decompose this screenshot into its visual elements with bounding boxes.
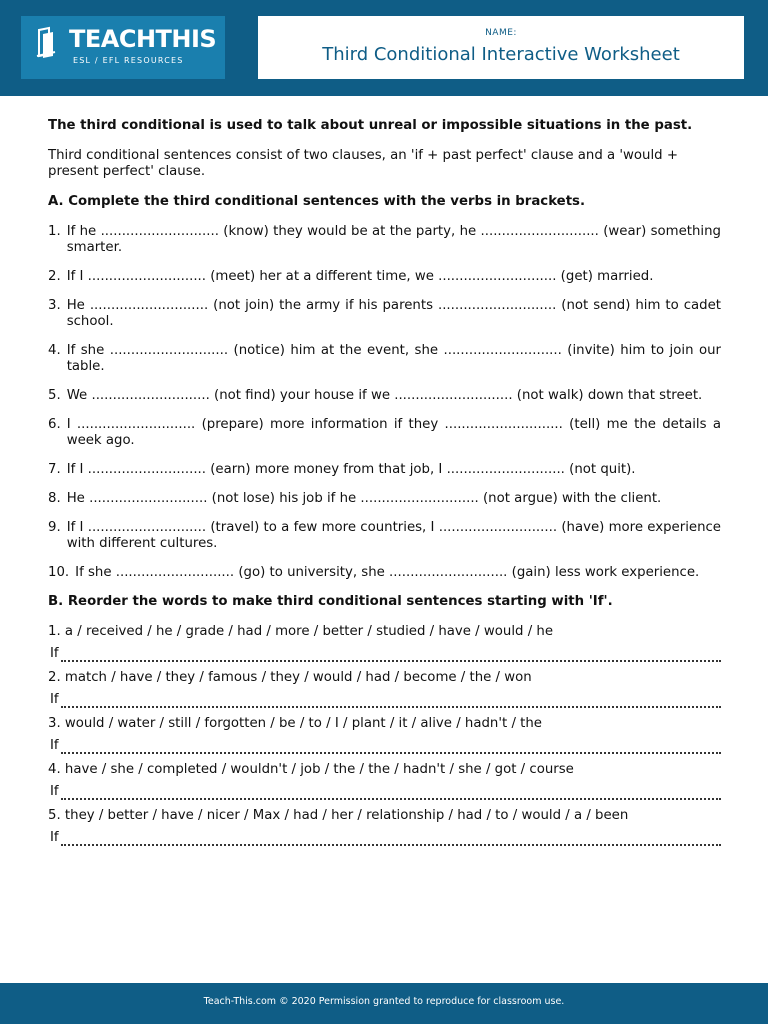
answer-line[interactable] xyxy=(48,692,721,708)
list-item xyxy=(48,269,721,285)
footer-text: Teach-This.com © 2020 Permission granted to reproduce for classroom use. xyxy=(203,996,565,1007)
list-item xyxy=(48,224,721,256)
list-item xyxy=(48,417,721,449)
item-number: 3. xyxy=(48,298,61,313)
item-number: 9. xyxy=(48,520,61,535)
item-text[interactable]: If I ............................ (travel) to a few more countries, I ............................ (have) more experience with different cultures. xyxy=(66,520,721,551)
list-item xyxy=(48,670,721,708)
list-item xyxy=(48,298,721,330)
section-a-heading: A. Complete the third conditional sentences with the verbs in brackets. xyxy=(48,194,586,209)
item-text[interactable]: If she ............................ (go) to university, she ............................ (gain) less work experience. xyxy=(75,565,700,580)
item-text[interactable]: If he ............................ (know) they would be at the party, he ............................ (wear) something smarter. xyxy=(66,224,721,255)
section-b-list xyxy=(48,624,721,846)
answer-prefix: If xyxy=(50,738,59,753)
list-item xyxy=(48,808,721,846)
list-item xyxy=(48,624,721,662)
scrambled-words xyxy=(48,808,721,824)
book-icon xyxy=(35,26,67,60)
scrambled-words xyxy=(48,670,721,686)
intro-text: Third conditional sentences consist of two clauses, an 'if + past perfect' clause and a 'would + present perfect' clause. xyxy=(48,148,678,179)
name-label: NAME: xyxy=(485,28,517,38)
item-number: 3. xyxy=(48,716,61,731)
item-words: have / she / completed / wouldn't / job / the / the / hadn't / she / got / course xyxy=(64,762,574,777)
section-b-heading: B. Reorder the words to make third conditional sentences starting with 'If'. xyxy=(48,594,613,609)
answer-field[interactable] xyxy=(61,650,721,662)
logo-subtitle: ESL / EFL RESOURCES xyxy=(73,56,184,65)
answer-line[interactable] xyxy=(48,784,721,800)
list-item xyxy=(48,565,721,581)
list-item xyxy=(48,716,721,754)
item-number: 1. xyxy=(48,224,61,239)
item-words: they / better / have / nicer / Max / had / her / relationship / had / to / would / a / been xyxy=(64,808,629,823)
item-words: match / have / they / famous / they / would / had / become / the / won xyxy=(64,670,532,685)
item-text[interactable]: If she ............................ (notice) him at the event, she ............................ (invite) him to join our table. xyxy=(66,343,721,374)
item-text[interactable]: If I ............................ (meet) her at a different time, we ............................ (get) married. xyxy=(66,269,654,284)
item-number: 5. xyxy=(48,388,61,403)
answer-field[interactable] xyxy=(61,696,721,708)
item-text[interactable]: We ............................ (not find) your house if we ............................ (not walk) down that street. xyxy=(66,388,703,403)
worksheet-content xyxy=(48,118,721,854)
item-number: 7. xyxy=(48,462,61,477)
logo-title: TEACHTHIS xyxy=(69,25,217,53)
list-item xyxy=(48,491,721,507)
item-number: 10. xyxy=(48,565,70,580)
section-a-list xyxy=(48,224,721,581)
header-bar xyxy=(0,0,768,96)
answer-line[interactable] xyxy=(48,830,721,846)
answer-prefix: If xyxy=(50,692,59,707)
answer-prefix: If xyxy=(50,646,59,661)
answer-field[interactable] xyxy=(61,788,721,800)
intro-bold: The third conditional is used to talk about unreal or impossible situations in the past. xyxy=(48,118,693,133)
worksheet-title: Third Conditional Interactive Worksheet xyxy=(322,44,680,65)
item-words: would / water / still / forgotten / be / to / I / plant / it / alive / hadn't / the xyxy=(64,716,542,731)
scrambled-words xyxy=(48,762,721,778)
item-text[interactable]: If I ............................ (earn) more money from that job, I ............................ (not quit). xyxy=(66,462,636,477)
item-text[interactable]: I ............................ (prepare) more information if they ............................ (tell) me the details a week ago. xyxy=(66,417,721,448)
item-number: 6. xyxy=(48,417,61,432)
list-item xyxy=(48,762,721,800)
scrambled-words xyxy=(48,624,721,640)
item-number: 5. xyxy=(48,808,61,823)
item-text[interactable]: He ............................ (not lose) his job if he ............................ (not argue) with the client. xyxy=(66,491,662,506)
item-number: 2. xyxy=(48,269,61,284)
item-text[interactable]: He ............................ (not join) the army if his parents ............................ (not send) him to cadet school. xyxy=(66,298,721,329)
list-item xyxy=(48,520,721,552)
item-number: 4. xyxy=(48,343,61,358)
item-words: a / received / he / grade / had / more / better / studied / have / would / he xyxy=(64,624,554,639)
item-number: 1. xyxy=(48,624,61,639)
answer-line[interactable] xyxy=(48,646,721,662)
item-number: 4. xyxy=(48,762,61,777)
item-number: 2. xyxy=(48,670,61,685)
answer-field[interactable] xyxy=(61,834,721,846)
answer-prefix: If xyxy=(50,830,59,845)
answer-field[interactable] xyxy=(61,742,721,754)
answer-prefix: If xyxy=(50,784,59,799)
list-item xyxy=(48,462,721,478)
answer-line[interactable] xyxy=(48,738,721,754)
scrambled-words xyxy=(48,716,721,732)
list-item xyxy=(48,388,721,404)
list-item xyxy=(48,343,721,375)
item-number: 8. xyxy=(48,491,61,506)
title-box xyxy=(258,16,744,79)
footer-bar xyxy=(0,983,768,1024)
logo xyxy=(21,16,225,79)
